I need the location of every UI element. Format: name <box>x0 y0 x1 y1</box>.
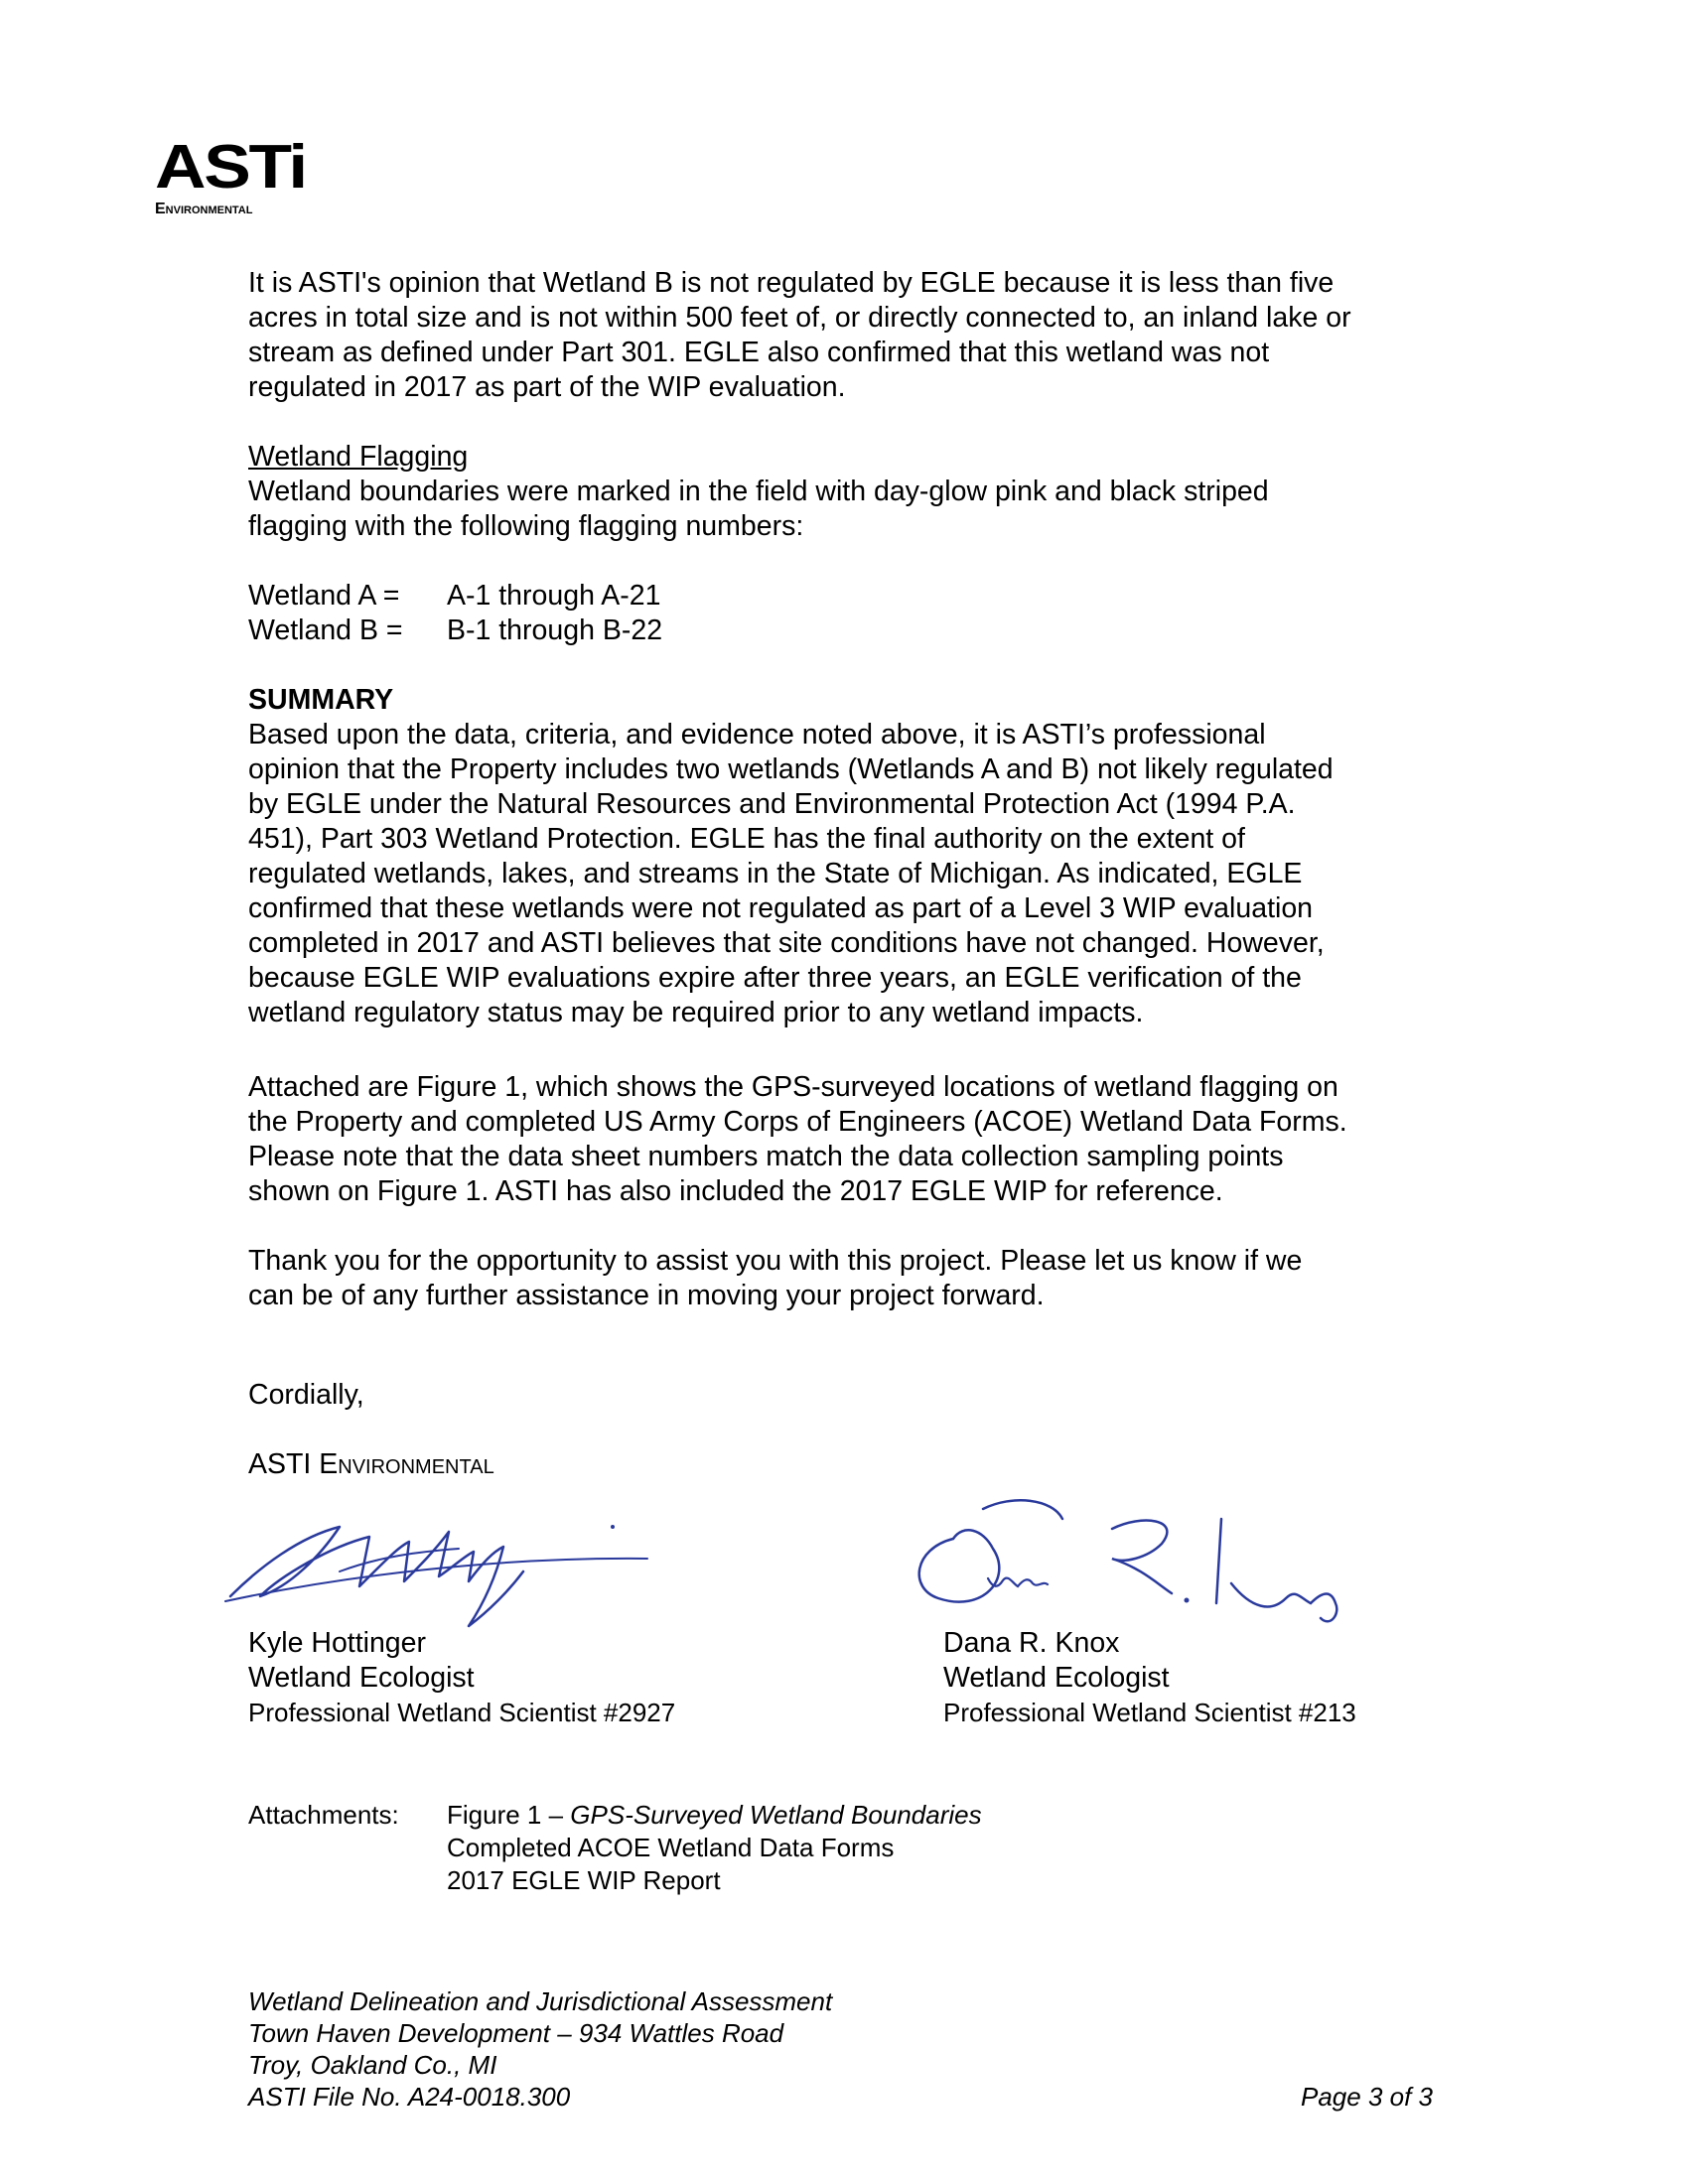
text-line: Attached are Figure 1, which shows the GPS-surveyed locations of wetland flagging on <box>248 1071 1338 1103</box>
logo-mark: ASTi <box>155 133 306 202</box>
text-line: by EGLE under the Natural Resources and Environmental Protection Act (1994 P.A. <box>248 788 1296 820</box>
flag-value: B-1 through B-22 <box>447 614 663 646</box>
section-heading: Wetland Flagging <box>248 441 469 473</box>
signatory-name: Dana R. Knox <box>943 1627 1120 1659</box>
flag-label: Wetland A = <box>248 580 400 612</box>
company-suffix: Environmental <box>319 1448 494 1480</box>
company-signoff <box>248 1447 1470 1482</box>
logo-subtitle: Environmental <box>155 201 253 217</box>
signature-knox <box>894 1489 1350 1638</box>
text-line: Thank you for the opportunity to assist you with this project. Please let us know if we <box>248 1245 1303 1277</box>
attachment-figure-prefix: Figure 1 – <box>447 1800 571 1830</box>
text-line: the Property and completed US Army Corps of Engineers (ACOE) Wetland Data Forms. <box>248 1106 1347 1138</box>
text-line: because EGLE WIP evaluations expire after three years, an EGLE verification of the <box>248 962 1302 994</box>
text-line: completed in 2017 and ASTI believes that site conditions have not changed. However, <box>248 927 1325 959</box>
attached-paragraph <box>248 1070 1470 1209</box>
text-line: flagging with the following flagging numbers: <box>248 510 804 542</box>
flag-value: A-1 through A-21 <box>447 580 661 612</box>
text-line: Please note that the data sheet numbers match the data collection sampling points <box>248 1141 1284 1172</box>
signatory-hottinger <box>248 1626 675 1729</box>
flagging-table <box>248 579 1470 648</box>
wetland-b-paragraph <box>248 266 1470 405</box>
signatory-knox <box>943 1626 1356 1729</box>
page-number: Page 3 of 3 <box>1301 2082 1433 2112</box>
footer-line: Wetland Delineation and Jurisdictional Assessment <box>248 1986 833 2016</box>
flag-row <box>248 614 1470 648</box>
text-line: can be of any further assistance in moving your project forward. <box>248 1280 1045 1311</box>
text-line: regulated wetlands, lakes, and streams in the State of Michigan. As indicated, EGLE <box>248 858 1303 889</box>
signature-hottinger <box>220 1497 657 1636</box>
company-logo <box>155 133 314 218</box>
text-line: stream as defined under Part 301. EGLE also confirmed that this wetland was not <box>248 337 1270 368</box>
summary-section <box>248 683 1470 1030</box>
text-line: Wetland boundaries were marked in the field with day-glow pink and black striped <box>248 476 1269 507</box>
page-footer <box>248 1985 832 2113</box>
signatory-title: Wetland Ecologist <box>248 1662 475 1694</box>
footer-line: ASTI File No. A24-0018.300 <box>248 2082 571 2112</box>
signatory-title: Wetland Ecologist <box>943 1662 1170 1694</box>
company-name <box>248 1447 1470 1482</box>
attachment-item: 2017 EGLE WIP Report <box>447 1865 721 1895</box>
closing <box>248 1378 1470 1413</box>
text-line: 451), Part 303 Wetland Protection. EGLE has the final authority on the extent of <box>248 823 1245 855</box>
company-prefix: ASTI <box>248 1448 320 1480</box>
thanks-paragraph <box>248 1244 1470 1313</box>
attachment-item <box>447 1799 982 1832</box>
attachments-list <box>447 1799 982 1897</box>
text-line: acres in total size and is not within 500 feet of, or directly connected to, an inland lake or <box>248 302 1351 334</box>
footer-line: Town Haven Development – 934 Wattles Road <box>248 2018 784 2048</box>
wetland-flagging-section <box>248 440 1470 544</box>
section-heading: SUMMARY <box>248 684 394 716</box>
closing-text: Cordially, <box>248 1379 364 1411</box>
text-line: wetland regulatory status may be required prior to any wetland impacts. <box>248 997 1144 1028</box>
attachment-item: Completed ACOE Wetland Data Forms <box>447 1833 895 1862</box>
text-line: shown on Figure 1. ASTI has also included the 2017 EGLE WIP for reference. <box>248 1175 1223 1207</box>
flag-label: Wetland B = <box>248 614 403 646</box>
attachments-label: Attachments: <box>248 1800 399 1830</box>
text-line: regulated in 2017 as part of the WIP evaluation. <box>248 371 846 403</box>
signatory-credential: Professional Wetland Scientist #213 <box>943 1698 1356 1727</box>
text-line: confirmed that these wetlands were not regulated as part of a Level 3 WIP evaluation <box>248 892 1314 924</box>
attachment-figure-title: GPS-Surveyed Wetland Boundaries <box>570 1800 982 1830</box>
text-line: Based upon the data, criteria, and evidence noted above, it is ASTI’s professional <box>248 719 1266 751</box>
signatory-credential: Professional Wetland Scientist #2927 <box>248 1698 676 1727</box>
signatory-name: Kyle Hottinger <box>248 1627 427 1659</box>
flag-row <box>248 579 1470 614</box>
footer-line: Troy, Oakland Co., MI <box>248 2050 497 2080</box>
text-line: It is ASTI's opinion that Wetland B is not regulated by EGLE because it is less than five <box>248 267 1335 299</box>
text-line: opinion that the Property includes two wetlands (Wetlands A and B) not likely regulated <box>248 753 1334 785</box>
